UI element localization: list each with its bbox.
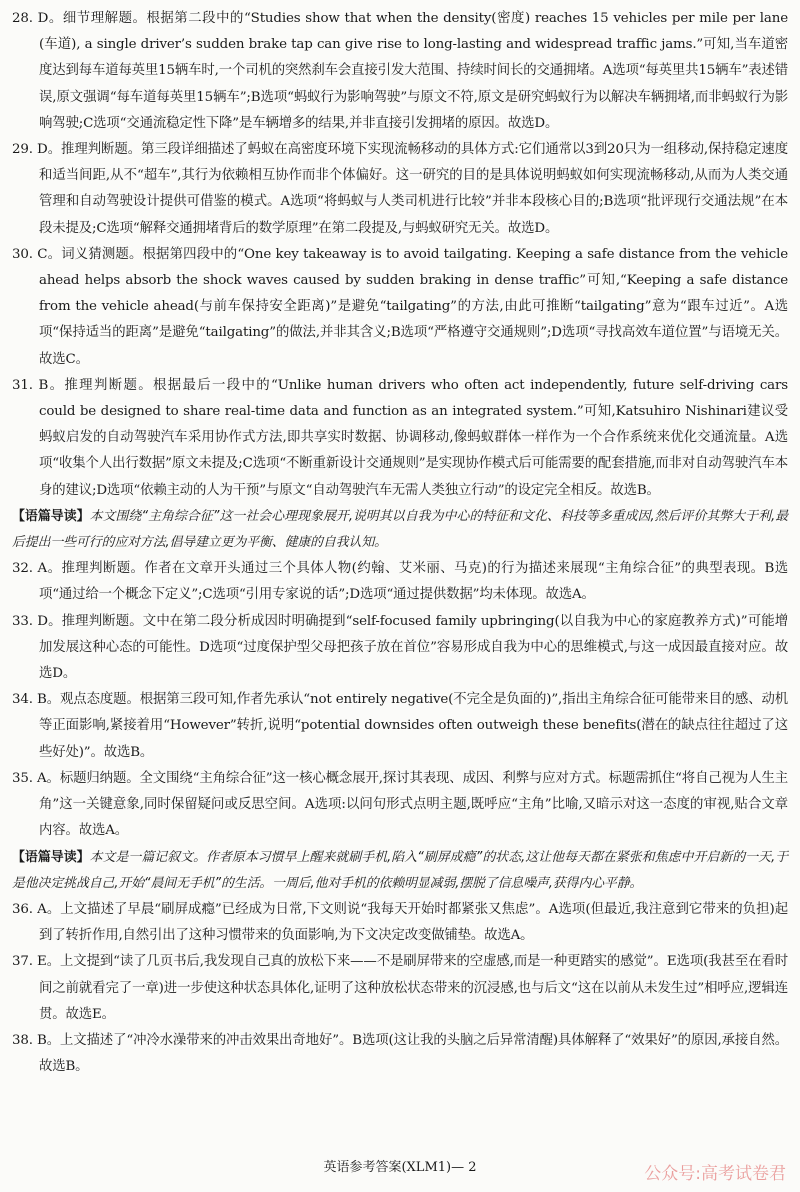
answer-item-32: 32. A。推理判断题。作者在文章开头通过三个具体人物(约翰、艾米丽、马克)的行为描述来展现“主角综合征”的典型表现。B选项“通过给一个概念下定义”;C选项“引用专家说的话”;D选项“通过提供数据”均未体现。故选A。 [12, 561, 788, 603]
answer-item-38: 38. B。上文描述了“冲冷水澡带来的冲击效果出奇地好”。B选项(这让我的头脑之后异常清醒)具体解释了“效果好”的原因,承接自然。故选B。 [12, 1032, 788, 1075]
guide-tag: 【语篇导读】 [12, 849, 90, 865]
answer-section-reading-d [12, 556, 788, 844]
answer-item-33: 33. D。推理判断题。文中在第二段分析成因时明确提到“self-focused family upbringing(以自我为中心的家庭教养方式)”可能增加发展这种心态的可能性。D选项“过度保护型父母把孩子放在首位”容易形成自我为中心的思维模式,与这一成因最直接对应。故选D。 [12, 613, 788, 682]
answer-item-31: 31. B。推理判断题。根据最后一段中的“Unlike human drivers who often act independently, future self-driving cars could be designed to share real-time data and function as an integrated system.”可知,Katsuhiro Nishinari建议受蚂蚁启发的自动驾驶汽车采用协作式方法,即共享实时数据、协调移动,像蚂蚁群体一样作为一个合作系统来优化交通流量。A选项“收集个人出行数据”原文未提及;C选项“不断重新设计交通规则”是实现协作模式后可能需要的配套措施,而非对自动驾驶汽车本身的建议;D选项“依赖主动的人为干预”与原文“自动驾驶汽车无需人类独立行动”的设定完全相反。故选B。 [12, 377, 788, 498]
guide-text: 本文是一篇记叙文。作者原本习惯早上醒来就刷手机,陷入“刷屏成瘾”的状态,这让他每天都在紧张和焦虑中开启新的一天,于是他决定挑战自己,开始“晨间无手机”的生活。一周后,他对手机的依赖明显减弱,摆脱了信息噪声,获得内心平静。 [12, 849, 788, 891]
answer-item-36: 36. A。上文描述了早晨“刷屏成瘾”已经成为日常,下文则说“我每天开始时都紧张又焦虑”。A选项(但最近,我注意到它带来的负担)起到了转折作用,自然引出了这种习惯带来的负面影响,为下文决定改变做铺垫。故选A。 [12, 901, 788, 944]
answer-item-28: 28. D。细节理解题。根据第二段中的“Studies show that when the density(密度) reaches 15 vehicles per mile per lane (车道), a single driver’s sudden brake tap can give rise to long-lasting and widespread traffic jams.”可知,当车道密度达到每车道每英里15辆车时,一个司机的突然刹车会直接引发大范围、持续时间长的交通拥堵。A选项“每英里共15辆车”表述错误,原文强调“每车道每英里15辆车”;B选项“蚂蚁行为影响驾驶”与原文不符,原文是研究蚂蚁行为以解决车辆拥堵,而非蚂蚁行为影响驾驶;C选项“交通流稳定性下降”是车辆增多的结果,并非直接引发拥堵的原因。故选D。 [12, 11, 789, 131]
guide-text: 本文围绕“主角综合征”这一社会心理现象展开,说明其以自我为中心的特征和文化、科技等多重成因,然后评价其弊大于利,最后提出一些可行的应对方法,倡导建立更为平衡、健康的自我认知。 [12, 508, 788, 551]
guide-tag: 【语篇导读】 [12, 508, 90, 524]
answer-section-seven-choose-five [12, 897, 788, 1080]
answer-item-30: 30. C。词义猜测题。根据第四段中的“One key takeaway is to avoid tailgating. Keeping a safe distance from the vehicle ahead helps absorb the shock waves caused by sudden braking in dense traffic”可知,“Keeping a safe distance from the vehicle ahead(与前车保持安全距离)”是避免“tailgating”的方法,由此可推断“tailgating”意为“跟车过近”。A选项“保持适当的距离”是避免“tailgating”的做法,并非其含义;B选项“严格遵守交通规则”;D选项“寻找高效车道位置”与语境无关。故选C。 [12, 246, 788, 367]
passage-guide-seven-choose-five [12, 845, 788, 897]
answer-item-29: 29. D。推理判断题。第三段详细描述了蚂蚁在高密度环境下实现流畅移动的具体方式:它们通常以3到20只为一组移动,保持稳定速度和适当间距,从不“超车”,其行为依赖相互协作而非个体偏好。这一研究的目的是具体说明蚂蚁如何实现流畅移动,从而为人类交通管理和自动驾驶设计提供可借鉴的模式。A选项“将蚂蚁与人类司机进行比较”并非本段核心目的;B选项“批评现行交通法规”在本段未提及;C选项“解释交通拥堵背后的数学原理”在第二段提及,与蚂蚁研究无关。故选D。 [12, 142, 788, 236]
answer-item-37: 37. E。上文提到“读了几页书后,我发现自己真的放松下来——不是刷屏带来的空虚感,而是一种更踏实的感觉”。E选项(我甚至在看时间之前就看完了一章)进一步使这种状态具体化,证明了这种放松状态带来的沉浸感,也与后文“这在以前从未发生过”相呼应,逻辑连贯。故选E。 [12, 954, 788, 1022]
watermark: 公众号:高考试卷君 [644, 1164, 786, 1184]
answer-item-35: 35. A。标题归纳题。全文围绕“主角综合征”这一核心概念展开,探讨其表现、成因、利弊与应对方式。标题需抓住“将自己视为人生主角”这一关键意象,同时保留疑问或反思空间。A选项:以问句形式点明主题,既呼应“主角”比喻,又暗示对这一态度的审视,贴合文章内容。故选A。 [12, 770, 788, 839]
page-footer: 英语参考答案(XLM1)— 2 [323, 1160, 477, 1175]
answer-item-34: 34. B。观点态度题。根据第三段可知,作者先承认“not entirely negative(不完全是负面的)”,指出主角综合征可能带来目的感、动机等正面影响,紧接着用“However”转折,说明“potential downsides often outweigh these benefits(潜在的缺点往往超过了这些好处)”。故选B。 [12, 692, 788, 760]
passage-guide-d [12, 504, 788, 556]
answer-section-reading-c [12, 6, 788, 504]
